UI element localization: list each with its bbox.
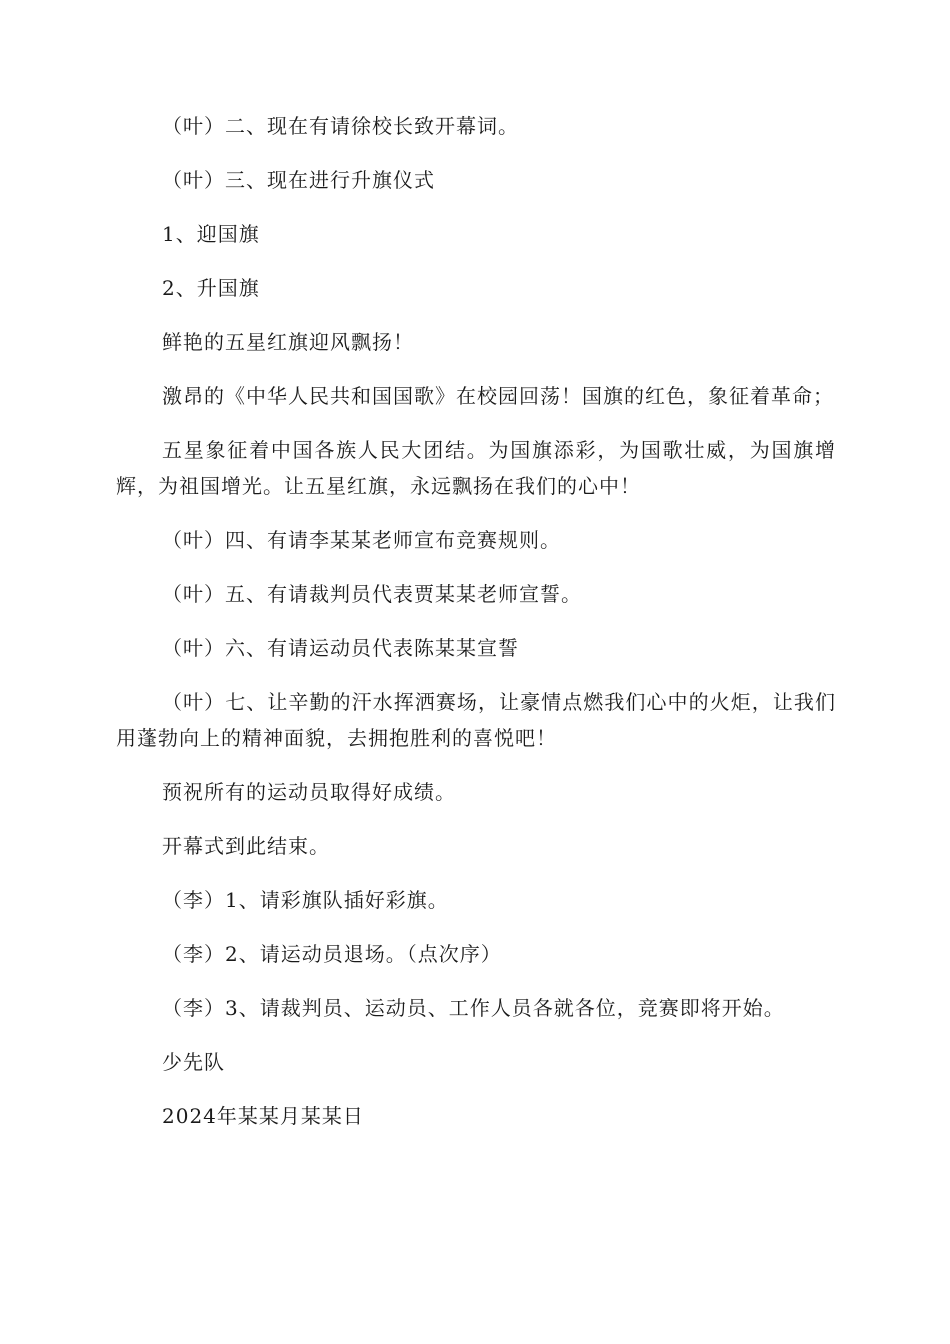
paragraph-positions: （李）3、请裁判员、运动员、工作人员各就各位，竞赛即将开始。 <box>162 996 785 1020</box>
paragraph-anthem: 激昂的《中华人民共和国国歌》在校园回荡！国旗的红色，象征着革命； <box>162 384 834 408</box>
paragraph-encouragement: （叶）七、让辛勤的汗水挥洒赛场，让豪情点燃我们心中的火炬，让我们用蓬勃向上的精神面貌，去拥抱胜利的喜悦吧！ <box>116 690 836 750</box>
paragraph-athlete-oath: （叶）六、有请运动员代表陈某某宣誓 <box>162 636 519 660</box>
signature-date: 2024年某某月某某日 <box>162 1104 364 1128</box>
paragraph-wishes: 预祝所有的运动员取得好成绩。 <box>162 780 456 804</box>
document-body <box>116 108 836 1152</box>
paragraph-ceremony-end: 开幕式到此结束。 <box>162 834 330 858</box>
paragraph-raise-flag: 2、升国旗 <box>162 276 260 300</box>
paragraph-rules: （叶）四、有请李某某老师宣布竞赛规则。 <box>162 528 561 552</box>
paragraph-flag-flying: 鲜艳的五星红旗迎风飘扬！ <box>162 330 414 354</box>
paragraph-referee-oath: （叶）五、有请裁判员代表贾某某老师宣誓。 <box>162 582 582 606</box>
signature-organization: 少先队 <box>162 1050 225 1074</box>
paragraph-opening-speech: （叶）二、现在有请徐校长致开幕词。 <box>162 114 519 138</box>
paragraph-athletes-exit: （李）2、请运动员退场。（点次序） <box>162 942 502 966</box>
paragraph-five-stars: 五星象征着中国各族人民大团结。为国旗添彩，为国歌壮威，为国旗增辉，为祖国增光。让五星红旗，永远飘扬在我们的心中！ <box>116 438 836 498</box>
paragraph-flag-ceremony: （叶）三、现在进行升旗仪式 <box>162 168 435 192</box>
paragraph-flags-team: （李）1、请彩旗队插好彩旗。 <box>162 888 449 912</box>
paragraph-welcome-flag: 1、迎国旗 <box>162 222 260 246</box>
